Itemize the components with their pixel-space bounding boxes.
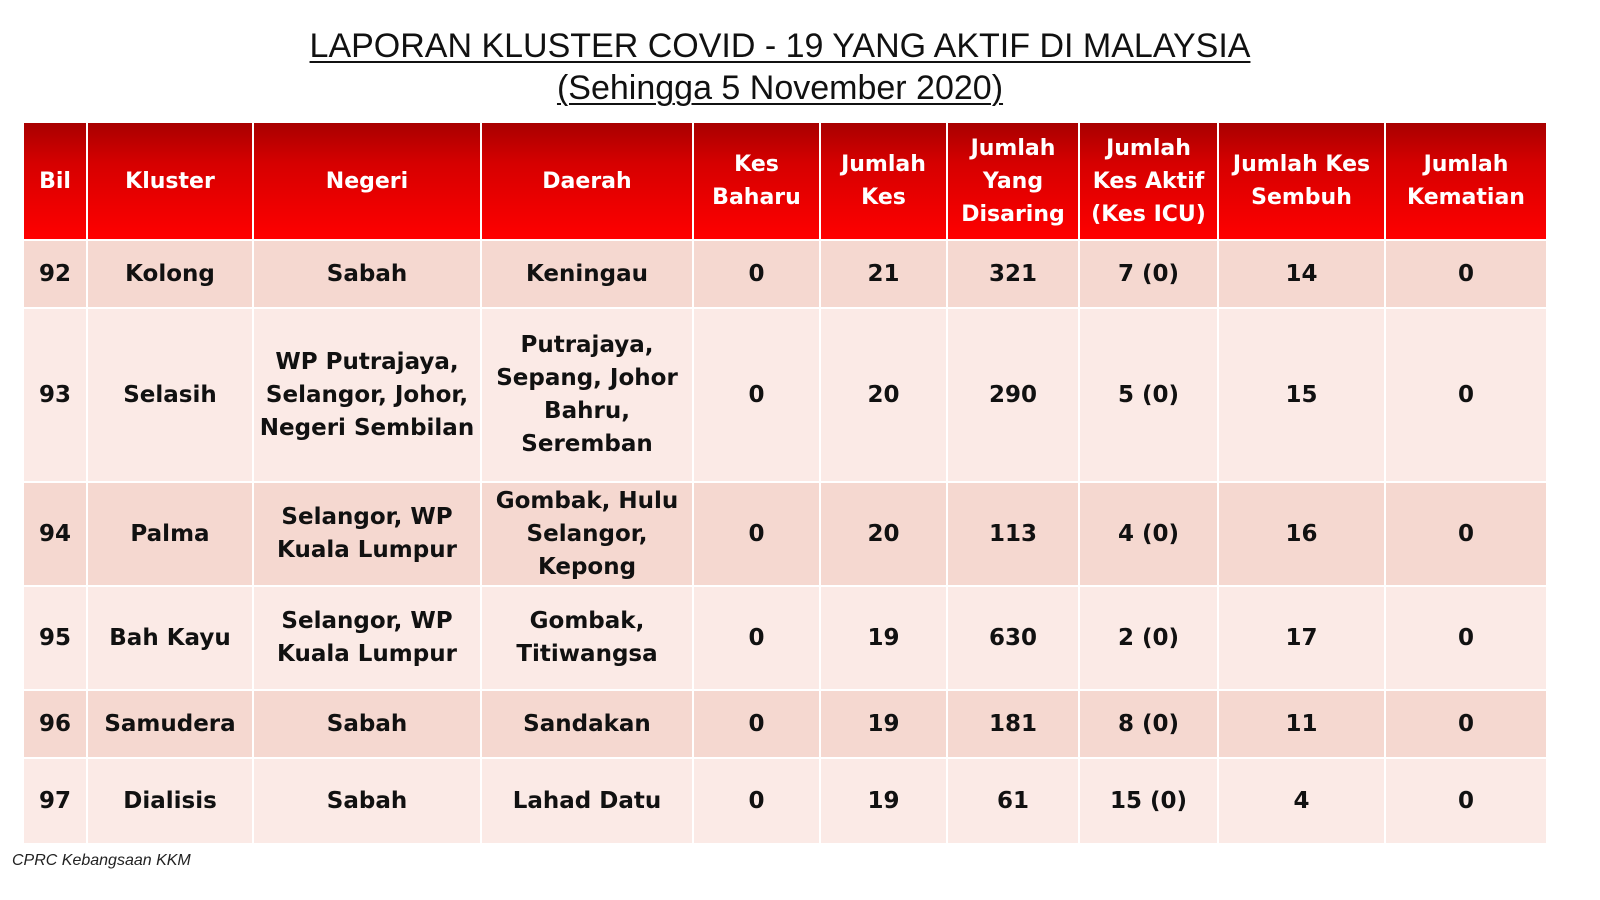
header-daerah: Daerah [481, 122, 693, 240]
cell-kes-aktif: 2 (0) [1079, 586, 1218, 690]
cell-negeri: Sabah [253, 240, 481, 308]
cell-daerah: Putrajaya, Sepang, Johor Bahru, Seremban [481, 308, 693, 482]
cell-jumlah-disaring: 61 [947, 758, 1079, 844]
cell-kematian: 0 [1385, 690, 1547, 758]
cell-kluster: Selasih [87, 308, 253, 482]
cell-kematian: 0 [1385, 308, 1547, 482]
header-kes-sembuh: Jumlah Kes Sembuh [1218, 122, 1385, 240]
report-date-subtitle: (Sehingga 5 November 2020) [556, 69, 1004, 107]
cell-daerah: Gombak, Titiwangsa [481, 586, 693, 690]
cell-kes-aktif: 5 (0) [1079, 308, 1218, 482]
cell-jumlah-kes: 19 [820, 690, 947, 758]
cell-daerah: Gombak, Hulu Selangor, Kepong [481, 482, 693, 586]
cell-kluster: Kolong [87, 240, 253, 308]
cell-kes-baharu: 0 [693, 758, 820, 844]
report-title: LAPORAN KLUSTER COVID - 19 YANG AKTIF DI MALAYSIA [309, 27, 1251, 65]
cell-negeri: Selangor, WP Kuala Lumpur [253, 482, 481, 586]
cell-bil: 93 [23, 308, 87, 482]
cell-jumlah-disaring: 113 [947, 482, 1079, 586]
cell-kes-baharu: 0 [693, 482, 820, 586]
table-row [23, 586, 1547, 690]
source-footer: CPRC Kebangsaan KKM [12, 852, 191, 869]
cell-kes-sembuh: 14 [1218, 240, 1385, 308]
cell-kluster: Palma [87, 482, 253, 586]
table-row [23, 758, 1547, 844]
cell-jumlah-kes: 21 [820, 240, 947, 308]
cell-kes-baharu: 0 [693, 308, 820, 482]
table-row [23, 482, 1547, 586]
cell-kes-aktif: 15 (0) [1079, 758, 1218, 844]
header-kes-baharu: Kes Baharu [693, 122, 820, 240]
cell-kes-sembuh: 11 [1218, 690, 1385, 758]
cell-kes-sembuh: 17 [1218, 586, 1385, 690]
cell-jumlah-disaring: 321 [947, 240, 1079, 308]
cell-bil: 95 [23, 586, 87, 690]
header-bil: Bil [23, 122, 87, 240]
cell-kes-sembuh: 16 [1218, 482, 1385, 586]
cell-negeri: Sabah [253, 690, 481, 758]
header-negeri: Negeri [253, 122, 481, 240]
cell-kluster: Samudera [87, 690, 253, 758]
cell-bil: 92 [23, 240, 87, 308]
cell-daerah: Keningau [481, 240, 693, 308]
table-row [23, 308, 1547, 482]
cell-kes-aktif: 4 (0) [1079, 482, 1218, 586]
table-row [23, 690, 1547, 758]
cell-kes-baharu: 0 [693, 690, 820, 758]
cell-kes-sembuh: 15 [1218, 308, 1385, 482]
cell-kes-sembuh: 4 [1218, 758, 1385, 844]
cell-bil: 96 [23, 690, 87, 758]
cell-bil: 97 [23, 758, 87, 844]
header-kluster: Kluster [87, 122, 253, 240]
cluster-table [22, 121, 1548, 845]
cell-kluster: Dialisis [87, 758, 253, 844]
cell-jumlah-kes: 19 [820, 758, 947, 844]
header-kes-aktif: Jumlah Kes Aktif (Kes ICU) [1079, 122, 1218, 240]
cell-jumlah-kes: 19 [820, 586, 947, 690]
cell-daerah: Lahad Datu [481, 758, 693, 844]
table-header-row [23, 122, 1547, 240]
cell-kematian: 0 [1385, 240, 1547, 308]
header-jumlah-kes: Jumlah Kes [820, 122, 947, 240]
cell-kes-baharu: 0 [693, 586, 820, 690]
cell-jumlah-kes: 20 [820, 482, 947, 586]
cell-negeri: WP Putrajaya, Selangor, Johor, Negeri Sembilan [253, 308, 481, 482]
table-row [23, 240, 1547, 308]
cell-daerah: Sandakan [481, 690, 693, 758]
cell-kluster: Bah Kayu [87, 586, 253, 690]
cell-jumlah-disaring: 630 [947, 586, 1079, 690]
cell-kes-aktif: 8 (0) [1079, 690, 1218, 758]
cell-negeri: Selangor, WP Kuala Lumpur [253, 586, 481, 690]
cell-negeri: Sabah [253, 758, 481, 844]
cell-kes-aktif: 7 (0) [1079, 240, 1218, 308]
cell-kematian: 0 [1385, 586, 1547, 690]
header-kematian: Jumlah Kematian [1385, 122, 1547, 240]
cell-kes-baharu: 0 [693, 240, 820, 308]
cell-jumlah-kes: 20 [820, 308, 947, 482]
cell-kematian: 0 [1385, 482, 1547, 586]
cell-jumlah-disaring: 290 [947, 308, 1079, 482]
header-jumlah-disaring: Jumlah Yang Disaring [947, 122, 1079, 240]
cell-kematian: 0 [1385, 758, 1547, 844]
cell-jumlah-disaring: 181 [947, 690, 1079, 758]
cell-bil: 94 [23, 482, 87, 586]
